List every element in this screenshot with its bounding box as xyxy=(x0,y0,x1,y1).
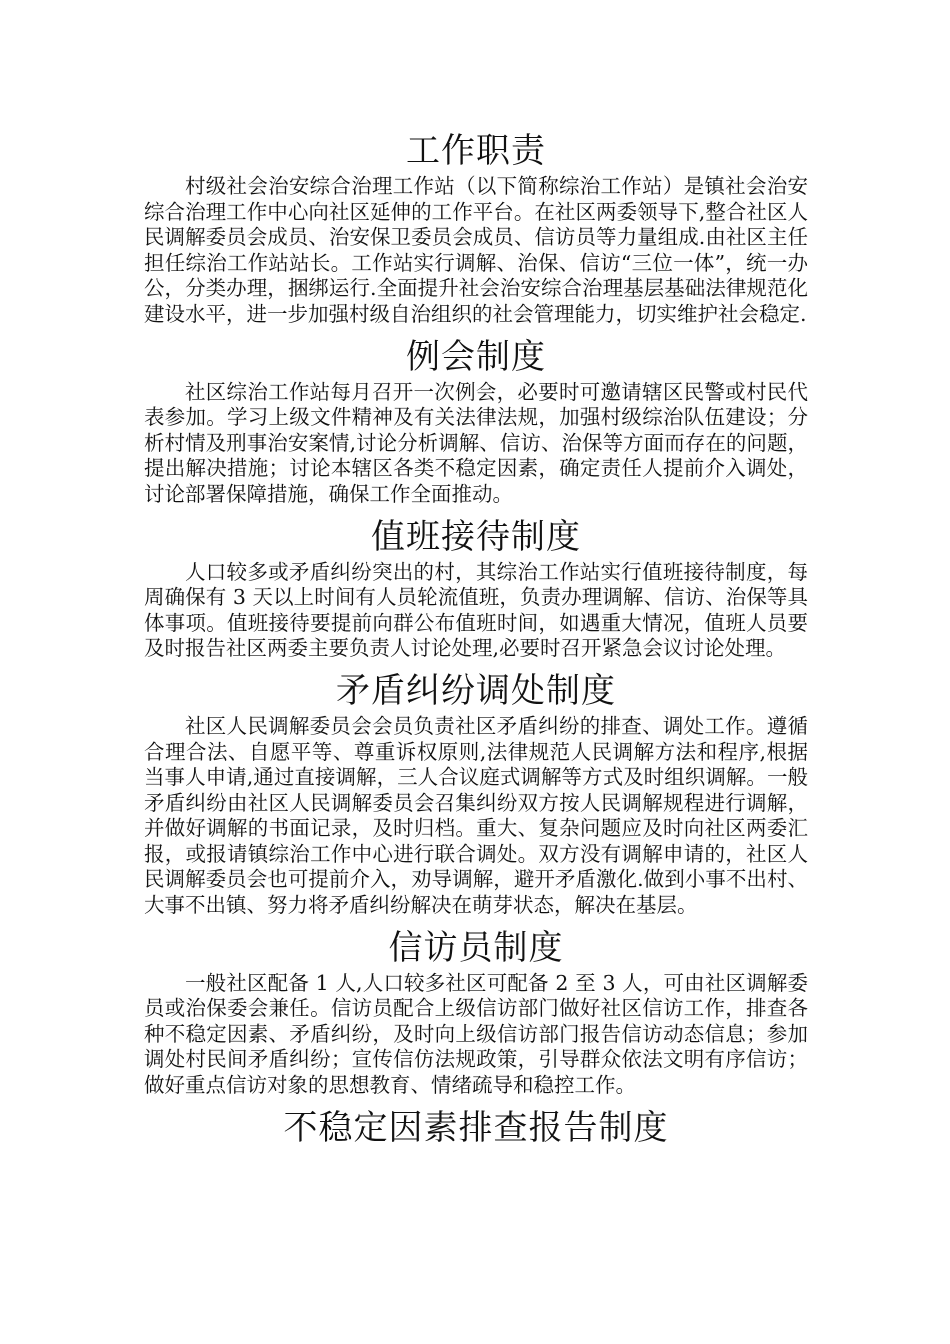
section-body-duty-reception: 人口较多或矛盾纠纷突出的村，其综治工作站实行值班接待制度，每周确保有 3 天以上时间有人员轮流值班，负责办理调解、信访、治保等具体事项。值班接待要提前向群公布值班时间，如遇重大情况，值班人员要及时报告社区两委主要负责人讨论处理,必要时召开紧急会议讨论处理。 xyxy=(144,559,808,661)
section-title-duty-reception: 值班接待制度 xyxy=(371,516,581,557)
section-body-regular-meeting: 社区综治工作站每月召开一次例会，必要时可邀请辖区民警或村民代表参加。学习上级文件精神及有关法律法规，加强村级综治队伍建设；分析村情及刑事治安案情,讨论分析调解、信访、治保等方面而存在的问题，提出解决措施；讨论本辖区各类不稳定因素，确定责任人提前介入调处，讨论部署保障措施，确保工作全面推动。 xyxy=(144,379,808,506)
section-title-instability-reporting: 不稳定因素排查报告制度 xyxy=(283,1107,669,1148)
section-body-work-duties: 村级社会治安综合治理工作站（以下简称综治工作站）是镇社会治安综合治理工作中心向社区延伸的工作平台。在社区两委领导下,整合社区人民调解委员会成员、治安保卫委员会成员、信访员等力量组成.由社区主任担任综治工作站站长。工作站实行调解、治保、信访“三位一体”，统一办公，分类办理，捆绑运行.全面提升社会治安综合治理基层基础法律规范化建设水平，进一步加强村级自治组织的社会管理能力，切实维护社会稳定. xyxy=(144,174,808,326)
section-body-petition-officer: 一般社区配备 1 人,人口较多社区可配备 2 至 3 人，可由社区调解委员或治保委会兼任。信访员配合上级信访部门做好社区信访工作，排查各种不稳定因素、矛盾纠纷，及时向上级信访部门报告信访动态信息；参加调处村民间矛盾纠纷；宣传信仿法规政策，引导群众依法文明有序信访；做好重点信访对象的思想教育、情绪疏导和稳控工作。 xyxy=(144,970,808,1098)
document-content xyxy=(144,128,808,1151)
section-title-petition-officer: 信访员制度 xyxy=(388,927,564,968)
section-title-dispute-mediation: 矛盾纠纷调处制度 xyxy=(336,670,616,711)
section-title-regular-meeting: 例会制度 xyxy=(406,336,546,377)
section-title-work-duties: 工作职责 xyxy=(406,131,546,171)
section-body-dispute-mediation: 社区人民调解委员会会员负责社区矛盾纠纷的排查、调处工作。遵循合理合法、自愿平等、尊重诉权原则,法律规范人民调解方法和程序,根据当事人申请,通过直接调解，三人合议庭式调解等方式及时组织调解。一般矛盾纠纷由社区人民调解委员会召集纠纷双方按人民调解规程进行调解，并做好调解的书面记录，及时归档。重大、复杂问题应及时向社区两委汇报，或报请镇综治工作中心进行联合调处。双方没有调解申请的，社区人民调解委员会也可提前介入，劝导调解，避开矛盾激化.做到小事不出村、大事不出镇、努力将矛盾纠纷解决在萌芽状态，解决在基层。 xyxy=(144,713,808,918)
